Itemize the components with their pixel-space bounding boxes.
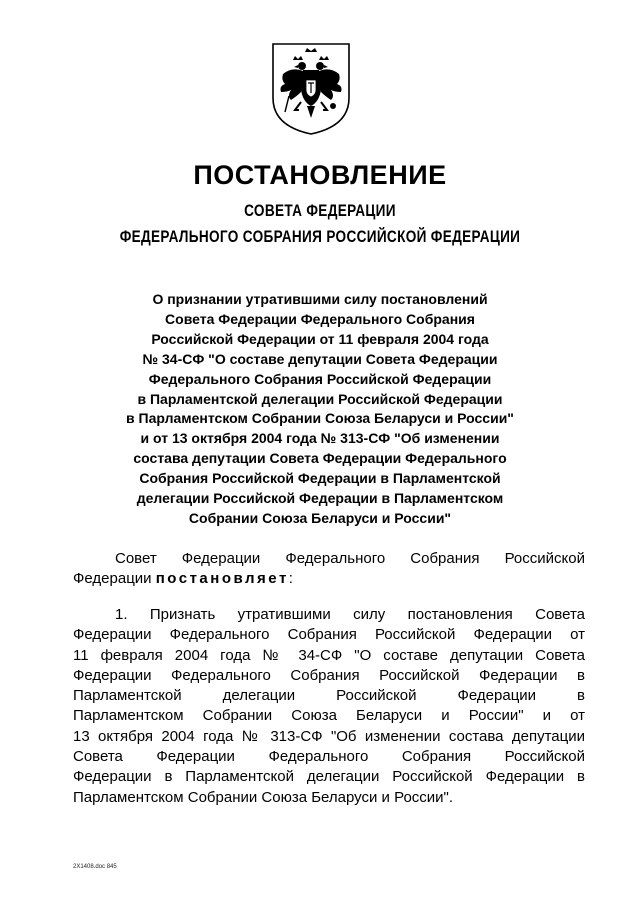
heading-line: Собрания Российской Федерации в Парламентской xyxy=(139,470,501,487)
resolution-heading xyxy=(0,290,640,529)
decree-colon: : xyxy=(288,570,293,588)
item-line: Федерации Федерального Собрания Российской Федерации от xyxy=(73,626,585,644)
item-1-paragraph xyxy=(73,605,585,808)
item-line: 11 февраля 2004 года № 34-СФ "О составе депутации Совета xyxy=(73,646,585,664)
item-line: Парламентском Собрании Союза Беларуси и России" и от xyxy=(73,707,585,725)
heading-line: Собрании Союза Беларуси и России" xyxy=(188,509,452,526)
heading-line: Федерального Собрания Российской Федерации xyxy=(148,370,492,387)
issuer-line-2: ФЕДЕРАЛЬНОГО СОБРАНИЯ РОССИЙСКОЙ ФЕДЕРАЦИИ xyxy=(119,227,521,246)
heading-line: состава депутации Совета Федерации Федерального xyxy=(133,450,507,467)
heading-line: и от 13 октября 2004 года № 313-СФ "Об изменении xyxy=(140,430,500,447)
decree-word: постановляет xyxy=(155,570,289,588)
intro-line: Совет Федерации Федерального Собрания Российской xyxy=(115,550,585,567)
heading-line: в Парламентском Собрании Союза Беларуси и России" xyxy=(126,410,514,427)
item-line: Федерации Федерального Собрания Российской Федерации в xyxy=(73,666,585,684)
item-line: 1. Признать утратившими силу постановления Совета xyxy=(115,606,585,623)
intro-line-2 xyxy=(73,569,585,589)
document-title: ПОСТАНОВЛЕНИЕ xyxy=(193,160,447,190)
footer-file-code: 2Х1408.doc 845 xyxy=(73,864,117,870)
issuer-line-1: СОВЕТА ФЕДЕРАЦИИ xyxy=(244,201,396,220)
item-line: Парламентском Собрании Союза Беларуси и России". xyxy=(73,788,454,806)
item-line: Федерации в Парламентской делегации Российской Федерации в xyxy=(73,768,585,786)
heading-line: в Парламентской делегации Российской Федерации xyxy=(137,390,503,407)
heading-line: О признании утратившими силу постановлений xyxy=(152,291,488,307)
heading-line: делегации Российской Федерации в Парламентском xyxy=(136,490,504,507)
heading-line: Совета Федерации Федерального Собрания xyxy=(165,310,475,327)
item-line: 13 октября 2004 года № 313-СФ "Об изменении состава депутации xyxy=(73,727,585,745)
item-line: Парламентской делегации Российской Федерации в xyxy=(73,687,585,705)
heading-line: № 34-СФ "О составе депутации Совета Федерации xyxy=(142,350,498,367)
item-line: Совета Федерации Федерального Собрания Российской xyxy=(73,748,585,766)
intro-line-prefix: Федерации xyxy=(73,570,152,588)
heading-line: Российской Федерации от 11 февраля 2004 года xyxy=(151,330,489,347)
intro-paragraph xyxy=(73,549,585,590)
coat-of-arms-emblem xyxy=(269,40,353,136)
